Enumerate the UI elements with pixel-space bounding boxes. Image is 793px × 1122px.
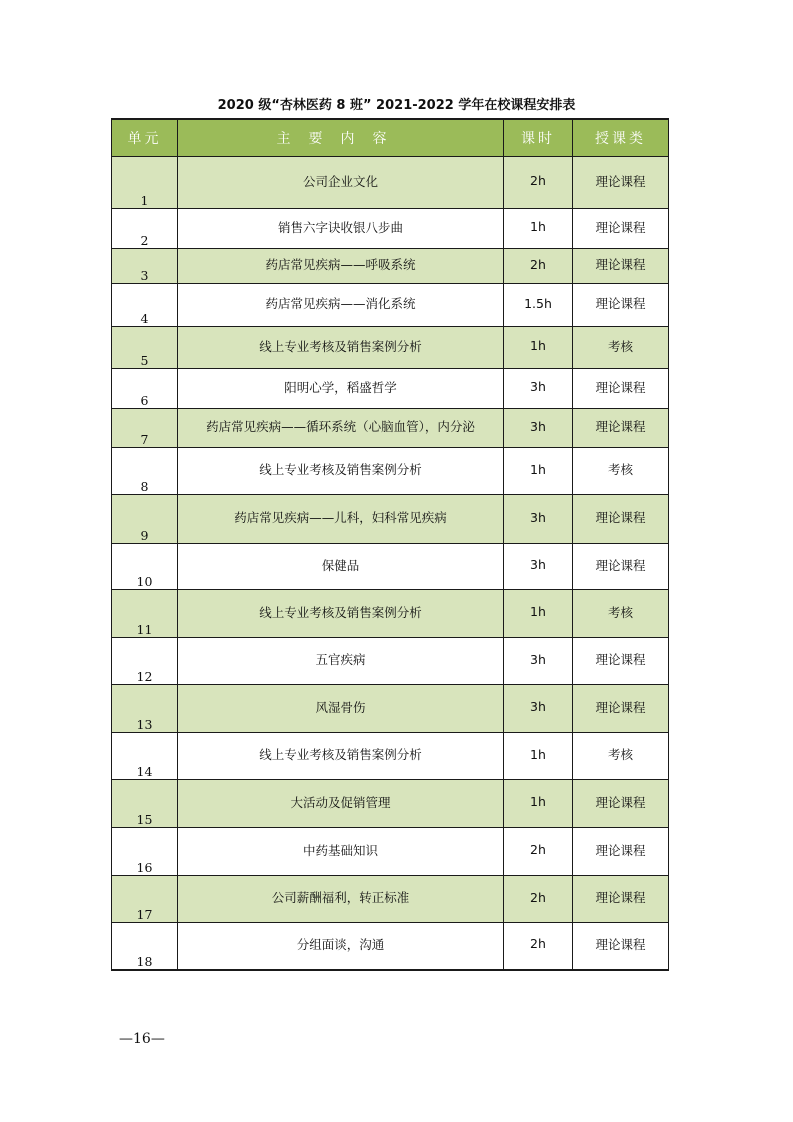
table-row bbox=[112, 544, 669, 590]
course-content-cell: 五官疾病 bbox=[178, 638, 504, 685]
course-content-cell: 保健品 bbox=[178, 544, 504, 590]
table-row bbox=[112, 780, 669, 828]
course-content-cell: 药店常见疾病——消化系统 bbox=[178, 284, 504, 327]
course-type-cell: 理论课程 bbox=[573, 638, 669, 685]
course-content-cell: 风湿骨伤 bbox=[178, 685, 504, 733]
hours-cell: 2h bbox=[504, 828, 573, 876]
table-row bbox=[112, 327, 669, 369]
unit-cell: 6 bbox=[112, 369, 178, 409]
course-content-cell: 药店常见疾病——循环系统（心脑血管），内分泌 bbox=[178, 409, 504, 448]
table-row bbox=[112, 448, 669, 495]
table-row bbox=[112, 923, 669, 970]
unit-cell: 18 bbox=[112, 923, 178, 970]
header-hours: 课时 bbox=[504, 119, 573, 157]
course-type-cell: 理论课程 bbox=[573, 495, 669, 544]
page-number: —16— bbox=[119, 1031, 165, 1047]
table-row bbox=[112, 828, 669, 876]
course-type-cell: 理论课程 bbox=[573, 685, 669, 733]
course-type-cell: 理论课程 bbox=[573, 249, 669, 284]
table-body bbox=[112, 157, 669, 970]
course-type-cell: 理论课程 bbox=[573, 369, 669, 409]
course-type-cell: 理论课程 bbox=[573, 923, 669, 970]
table-row bbox=[112, 369, 669, 409]
course-type-cell: 考核 bbox=[573, 448, 669, 495]
hours-cell: 3h bbox=[504, 638, 573, 685]
course-content-cell: 公司企业文化 bbox=[178, 157, 504, 209]
course-content-cell: 线上专业考核及销售案例分析 bbox=[178, 448, 504, 495]
header-content: 主要内容 bbox=[178, 119, 504, 157]
table-row bbox=[112, 249, 669, 284]
hours-cell: 2h bbox=[504, 157, 573, 209]
unit-cell: 17 bbox=[112, 876, 178, 923]
hours-cell: 3h bbox=[504, 409, 573, 448]
course-content-cell: 线上专业考核及销售案例分析 bbox=[178, 733, 504, 780]
hours-cell: 1h bbox=[504, 209, 573, 249]
course-type-cell: 理论课程 bbox=[573, 828, 669, 876]
hours-cell: 1h bbox=[504, 448, 573, 495]
hours-cell: 1h bbox=[504, 733, 573, 780]
table-row bbox=[112, 876, 669, 923]
course-type-cell: 理论课程 bbox=[573, 409, 669, 448]
course-type-cell: 理论课程 bbox=[573, 209, 669, 249]
table-row bbox=[112, 590, 669, 638]
course-content-cell: 大活动及促销管理 bbox=[178, 780, 504, 828]
unit-cell: 4 bbox=[112, 284, 178, 327]
hours-cell: 2h bbox=[504, 876, 573, 923]
course-content-cell: 药店常见疾病——呼吸系统 bbox=[178, 249, 504, 284]
hours-cell: 3h bbox=[504, 369, 573, 409]
unit-cell: 3 bbox=[112, 249, 178, 284]
table-row bbox=[112, 685, 669, 733]
table-header-row bbox=[112, 119, 669, 157]
course-type-cell: 考核 bbox=[573, 733, 669, 780]
hours-cell: 1h bbox=[504, 780, 573, 828]
course-schedule-table bbox=[111, 118, 669, 971]
table-row bbox=[112, 409, 669, 448]
unit-cell: 2 bbox=[112, 209, 178, 249]
header-unit: 单元 bbox=[112, 119, 178, 157]
unit-cell: 8 bbox=[112, 448, 178, 495]
course-content-cell: 药店常见疾病——儿科，妇科常见疾病 bbox=[178, 495, 504, 544]
course-content-cell: 销售六字诀收银八步曲 bbox=[178, 209, 504, 249]
course-content-cell: 线上专业考核及销售案例分析 bbox=[178, 590, 504, 638]
table-row bbox=[112, 733, 669, 780]
course-type-cell: 考核 bbox=[573, 590, 669, 638]
course-type-cell: 理论课程 bbox=[573, 876, 669, 923]
unit-cell: 13 bbox=[112, 685, 178, 733]
table-row bbox=[112, 284, 669, 327]
course-type-cell: 理论课程 bbox=[573, 544, 669, 590]
hours-cell: 3h bbox=[504, 495, 573, 544]
course-content-cell: 公司薪酬福利，转正标准 bbox=[178, 876, 504, 923]
unit-cell: 14 bbox=[112, 733, 178, 780]
unit-cell: 16 bbox=[112, 828, 178, 876]
table-row bbox=[112, 638, 669, 685]
course-type-cell: 考核 bbox=[573, 327, 669, 369]
table-row bbox=[112, 495, 669, 544]
hours-cell: 3h bbox=[504, 544, 573, 590]
unit-cell: 7 bbox=[112, 409, 178, 448]
hours-cell: 2h bbox=[504, 923, 573, 970]
unit-cell: 5 bbox=[112, 327, 178, 369]
hours-cell: 1h bbox=[504, 327, 573, 369]
hours-cell: 3h bbox=[504, 685, 573, 733]
course-content-cell: 阳明心学，稻盛哲学 bbox=[178, 369, 504, 409]
document-title: 2020 级“杏林医药 8 班” 2021-2022 学年在校课程安排表 bbox=[217, 98, 576, 113]
unit-cell: 11 bbox=[112, 590, 178, 638]
unit-cell: 15 bbox=[112, 780, 178, 828]
hours-cell: 2h bbox=[504, 249, 573, 284]
course-content-cell: 分组面谈，沟通 bbox=[178, 923, 504, 970]
course-content-cell: 线上专业考核及销售案例分析 bbox=[178, 327, 504, 369]
unit-cell: 9 bbox=[112, 495, 178, 544]
unit-cell: 10 bbox=[112, 544, 178, 590]
course-type-cell: 理论课程 bbox=[573, 284, 669, 327]
unit-cell: 12 bbox=[112, 638, 178, 685]
hours-cell: 1h bbox=[504, 590, 573, 638]
hours-cell: 1.5h bbox=[504, 284, 573, 327]
course-type-cell: 理论课程 bbox=[573, 780, 669, 828]
header-type: 授课类 bbox=[573, 119, 669, 157]
table-row bbox=[112, 157, 669, 209]
course-type-cell: 理论课程 bbox=[573, 157, 669, 209]
unit-cell: 1 bbox=[112, 157, 178, 209]
course-content-cell: 中药基础知识 bbox=[178, 828, 504, 876]
table-row bbox=[112, 209, 669, 249]
